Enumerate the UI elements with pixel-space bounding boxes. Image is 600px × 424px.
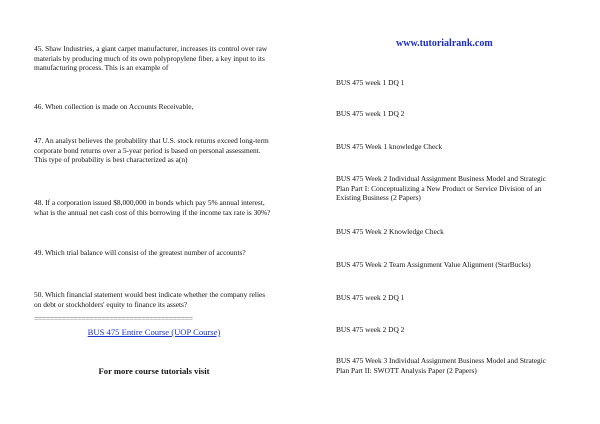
list-item: BUS 475 week 2 DQ 2 xyxy=(336,325,405,334)
list-item: BUS 475 Week 2 Team Assignment Value Alignment (StarBucks) xyxy=(336,260,531,269)
course-link[interactable]: BUS 475 Entire Course (UOP Course) xyxy=(87,327,221,337)
question-50: 50. Which financial statement would best indicate whether the company relies on debt or stockholders' equity to finance its assets? xyxy=(34,290,266,309)
question-49: 49. Which trial balance will consist of the greatest number of accounts? xyxy=(34,248,246,257)
question-47: 47. An analyst believes the probability that U.S. stock returns exceed long-term corporate bond returns over a 5-year period is based on personal assessment. This type of probability is best characterized as a(n) xyxy=(34,136,269,165)
question-45: 45. Shaw Industries, a giant carpet manufacturer, increases its control over raw materials by producing much of its own polypropylene fiber, a key input to its manufacturing process. This is an example of xyxy=(34,44,268,73)
question-46: 46. When collection is made on Accounts Receivable, xyxy=(34,102,194,111)
list-item: BUS 475 week 1 DQ 2 xyxy=(336,109,405,118)
question-48: 48. If a corporation issued $8,000,000 in bonds which pay 5% annual interest, what is the annual net cash cost of this borrowing if the income tax rate is 30%? xyxy=(34,198,271,217)
list-item: BUS 475 Week 1 knowledge Check xyxy=(336,142,443,151)
list-item: BUS 475 Week 2 Knowledge Check xyxy=(336,227,444,236)
list-item: BUS 475 Week 2 Individual Assignment Business Model and Strategic Plan Part I: Conceptualizing a New Product or Service Division of an Existing Business (2 Papers) xyxy=(336,174,547,203)
separator-line: ======================================== xyxy=(34,314,193,323)
site-url-link[interactable]: www.tutorialrank.com xyxy=(396,38,493,49)
list-item: BUS 475 Week 3 Individual Assignment Business Model and Strategic Plan Part II: SWOTT Analysis Paper (2 Papers) xyxy=(336,356,547,375)
list-item: BUS 475 week 2 DQ 1 xyxy=(336,293,405,302)
list-item: BUS 475 week 1 DQ 1 xyxy=(336,78,405,87)
more-tutorials-text: For more course tutorials visit xyxy=(98,366,210,376)
